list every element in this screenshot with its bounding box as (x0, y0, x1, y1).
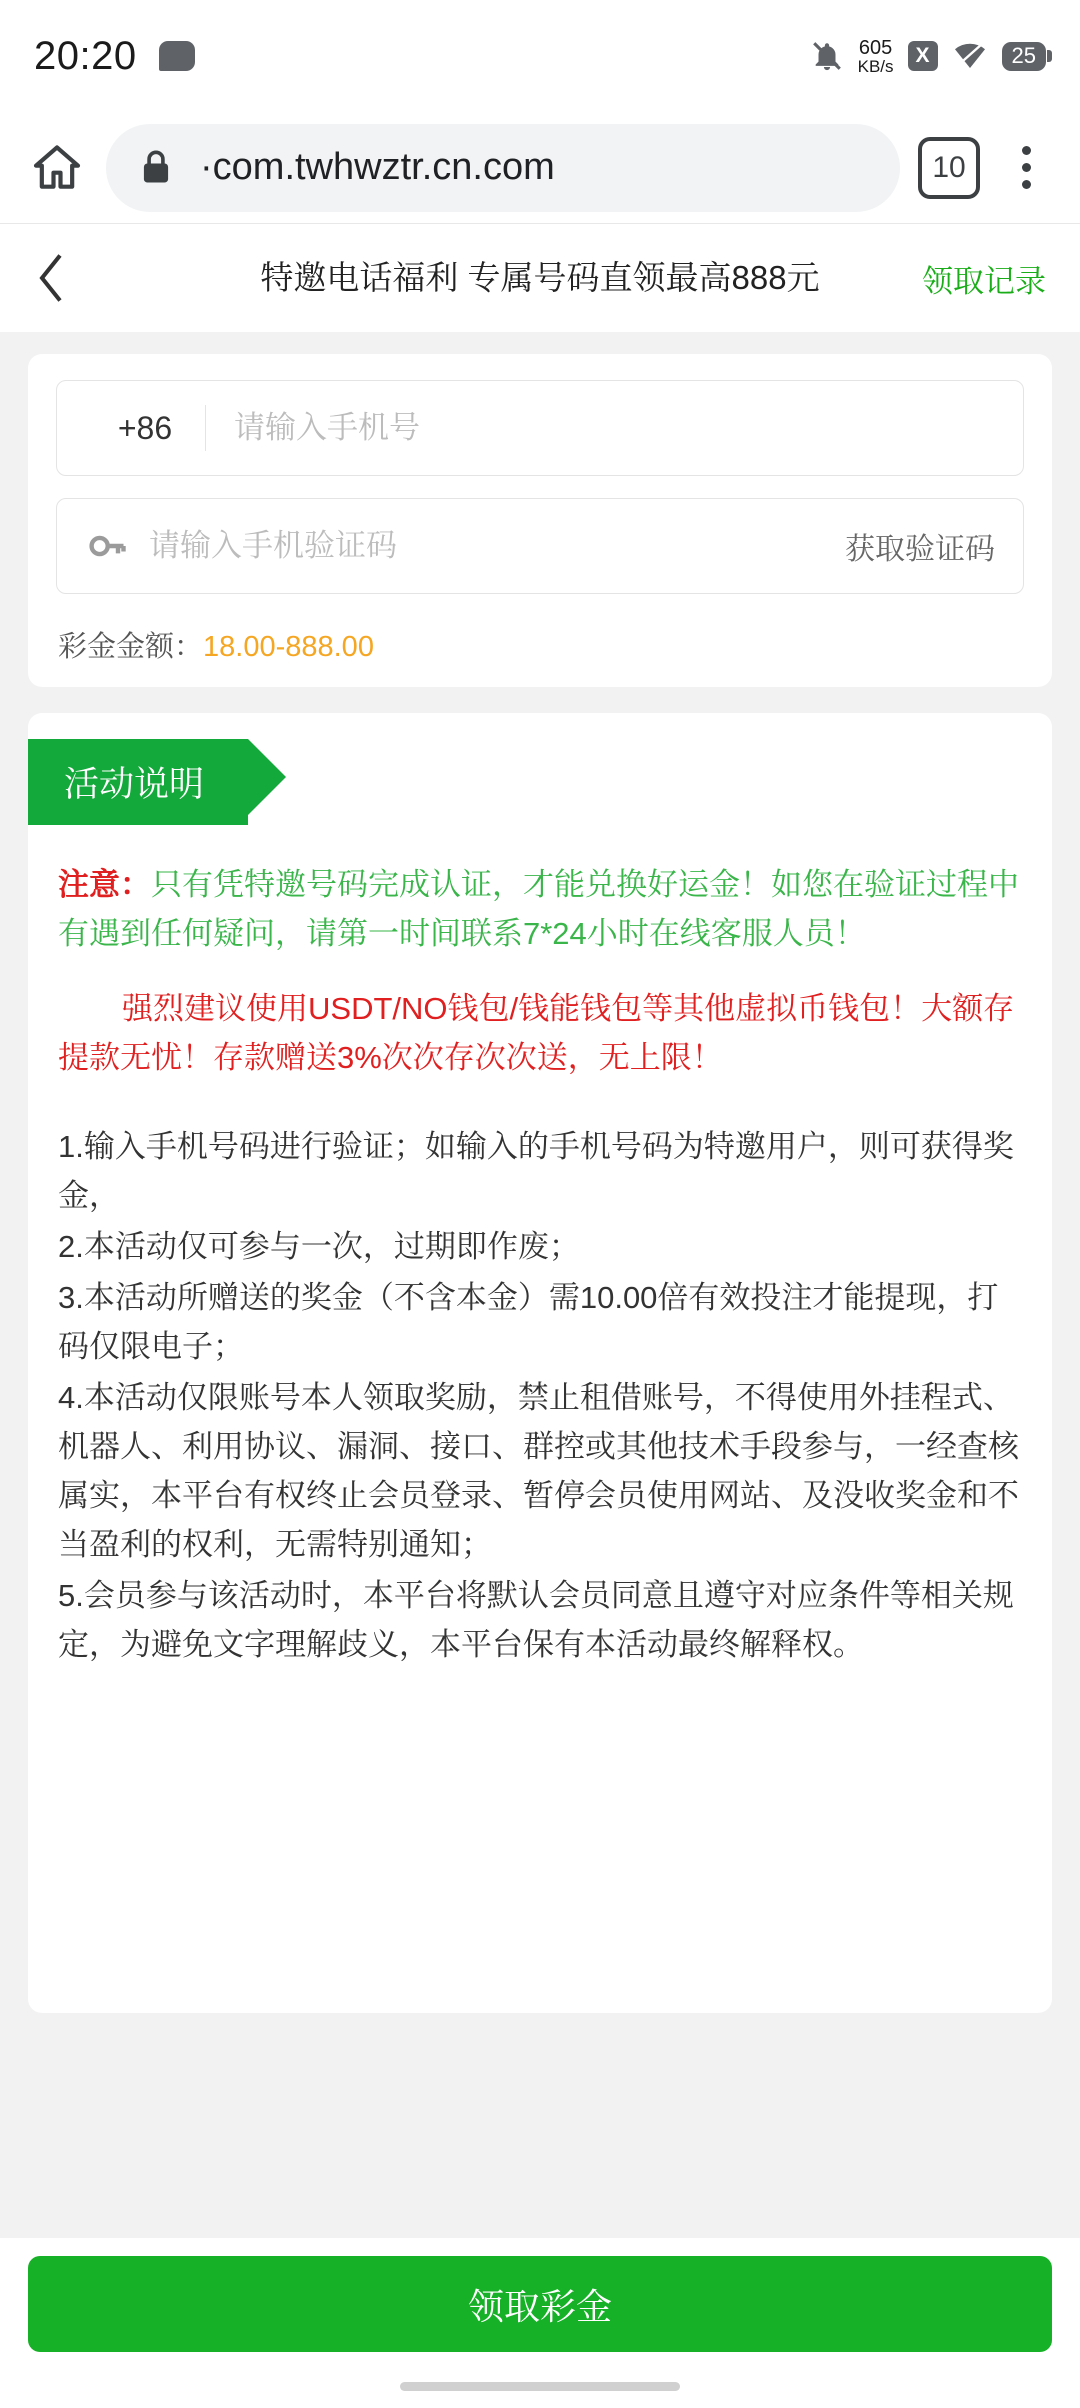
home-gesture-bar (400, 2382, 680, 2391)
claim-records-link[interactable]: 领取记录 (922, 263, 1046, 299)
status-bar-left (34, 34, 195, 79)
claim-bonus-button[interactable]: 领取彩金 (28, 2256, 1052, 2352)
home-icon[interactable] (26, 137, 88, 199)
notification-muted-icon (810, 39, 844, 73)
rules-ribbon-title: 活动说明 (28, 739, 248, 825)
chat-bubble-icon (159, 41, 195, 71)
phone-input[interactable] (234, 410, 995, 446)
bonus-amount-row (56, 616, 1024, 665)
form-card (28, 354, 1052, 687)
rules-term-2: 2.本活动仅可参与一次，过期即作废； (58, 1228, 580, 1264)
rules-term-5: 5.会员参与该活动时，本平台将默认会员同意且遵守对应条件等相关规定，为避免文字理解歧义，本平台保有本活动最终解释权。 (58, 1577, 1014, 1662)
battery-indicator: 25 (1002, 42, 1046, 71)
status-bar-right (810, 38, 1046, 75)
rules-terms (58, 1123, 1022, 1670)
status-time: 20:20 (34, 33, 137, 78)
key-icon (85, 523, 131, 569)
network-speed-value: 605 (858, 36, 893, 59)
page-header (0, 224, 1080, 332)
rules-term-3: 3.本活动所赠送的奖金（不含本金）需10.00倍有效投注才能提现，打码仅限电子； (58, 1279, 999, 1364)
get-code-button[interactable]: 获取验证码 (845, 533, 995, 566)
back-chevron-icon[interactable] (34, 248, 78, 308)
rules-term-1: 1.输入手机号码进行验证；如输入的手机号码为特邀用户，则可获得奖金， (58, 1128, 1014, 1213)
android-status-bar (0, 0, 1080, 112)
tab-count-button[interactable]: 10 (918, 137, 980, 199)
bonus-amount-value: 18.00-888.00 (203, 631, 374, 663)
signal-off-icon: X (908, 41, 938, 71)
more-options-icon[interactable] (998, 137, 1054, 199)
rules-warning: 强烈建议使用USDT/NO钱包/钱能钱包等其他虚拟币钱包！大额存提款无忧！存款赠送3%次次存次次送，无上限！ (58, 990, 1015, 1075)
network-speed-unit: KB/s (857, 56, 894, 76)
field-divider (205, 405, 206, 451)
verification-code-row[interactable] (56, 498, 1024, 594)
rules-card (28, 713, 1052, 2013)
network-speed-indicator (858, 38, 894, 75)
rules-body (28, 799, 1052, 1670)
page-title: 特邀电话福利 专属号码直领最高888元 (260, 258, 820, 296)
rules-notice (58, 861, 1022, 959)
address-bar[interactable] (106, 124, 900, 212)
phone-field-row[interactable] (56, 380, 1024, 476)
page-content (0, 332, 1080, 2238)
bonus-amount-label: 彩金金额： (58, 631, 204, 663)
wifi-icon (952, 41, 988, 71)
lock-icon (140, 148, 174, 188)
browser-toolbar (0, 112, 1080, 224)
url-text: ·com.twhwztr.cn.com (200, 146, 555, 188)
rules-notice-prefix: 注意： (58, 867, 151, 902)
country-code-label: +86 (117, 409, 173, 446)
rules-term-4: 4.本活动仅限账号本人领取奖励，禁止租借账号，不得使用外挂程式、机器人、利用协议、漏洞、接口、群控或其他技术手段参与，一经查核属实，本平台有权终止会员登录、暂停会员使用网站、及没收奖金和不当盈利的权利，无需特别通知； (58, 1379, 1019, 1562)
verification-code-input[interactable] (149, 528, 825, 564)
rules-notice-text: 只有凭特邀号码完成认证，才能兑换好运金！如您在验证过程中有遇到任何疑问，请第一时间联系7*24小时在线客服人员！ (58, 867, 1019, 951)
bottom-action-bar (0, 2238, 1080, 2408)
